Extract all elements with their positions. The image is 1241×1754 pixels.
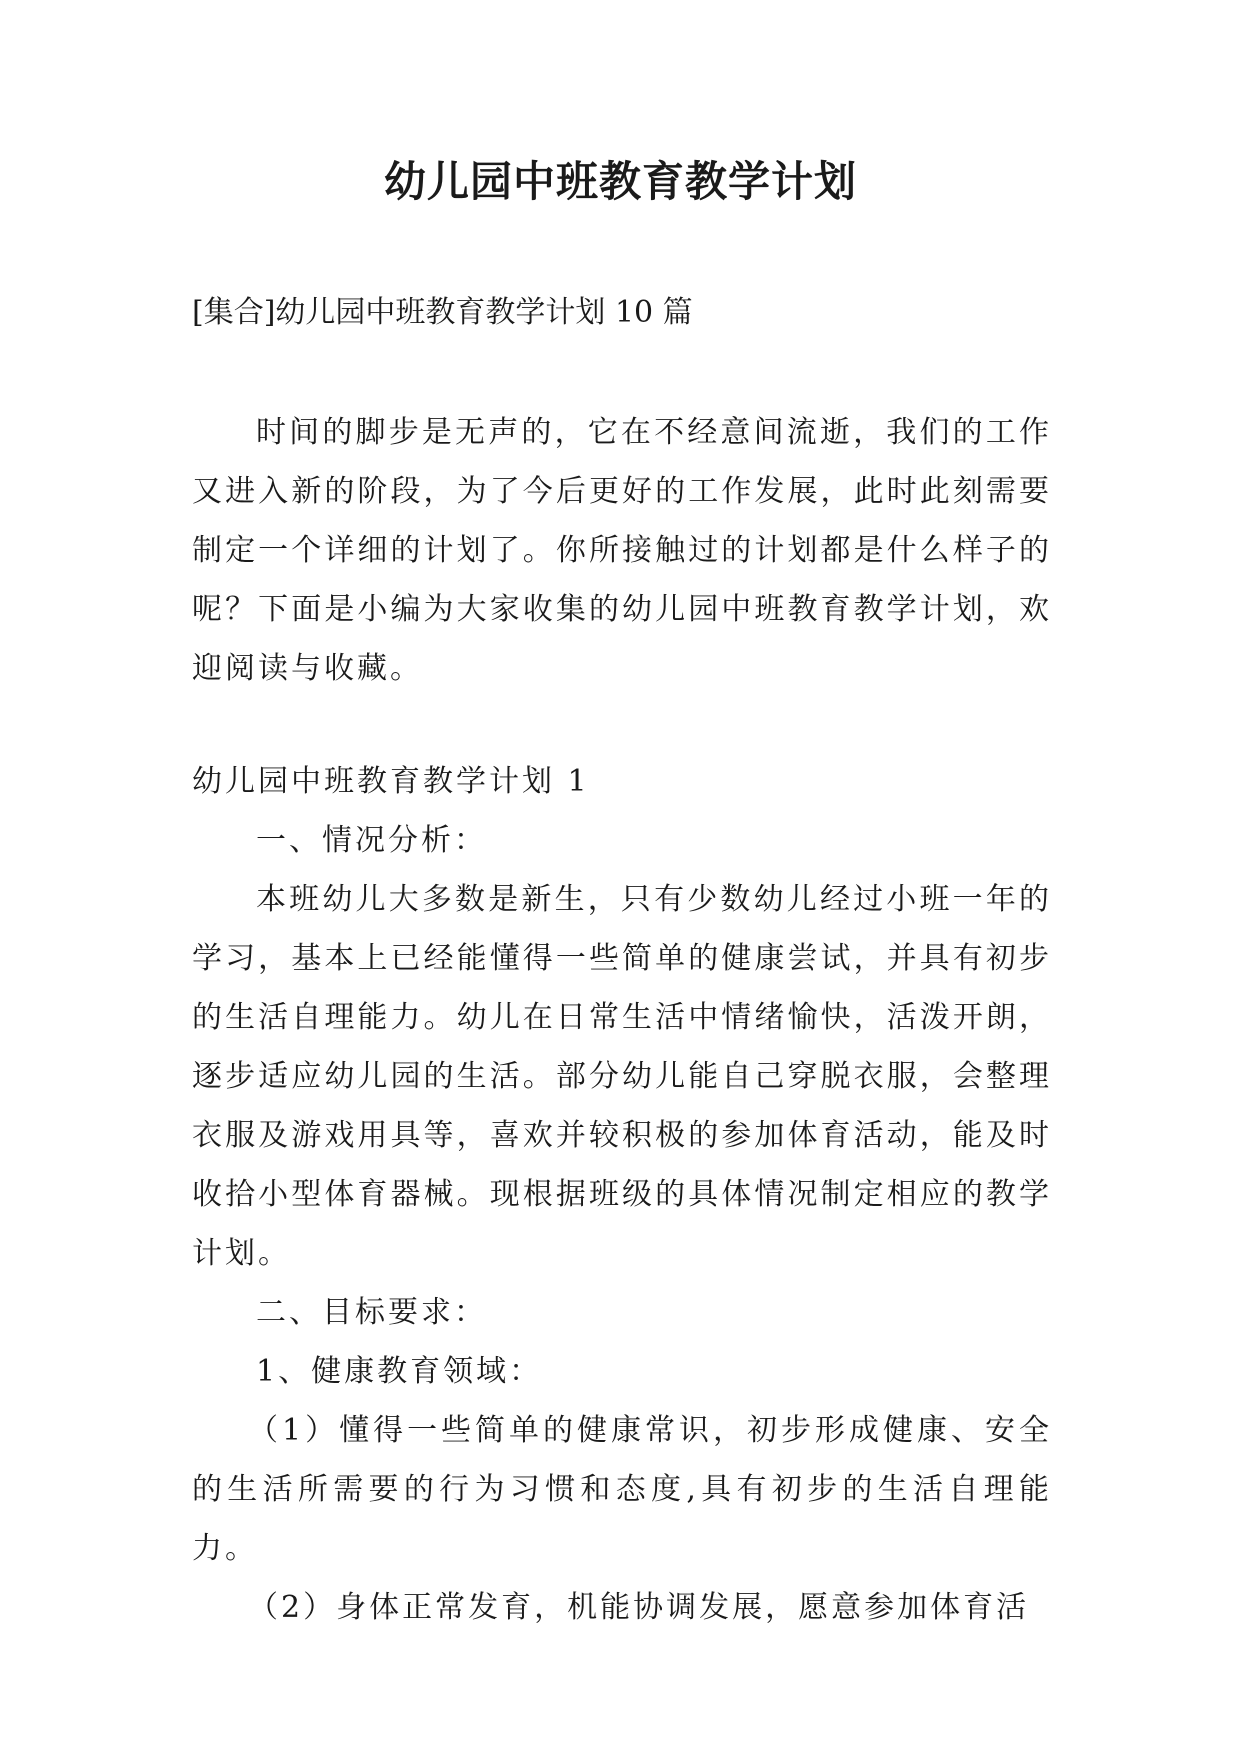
part-heading-analysis: 一、情况分析： <box>256 823 487 858</box>
goal-item-2: （2）身体正常发育，机能协调发展，愿意参加体育活 <box>248 1590 1030 1625</box>
document-subtitle: [集合]幼儿园中班教育教学计划 10 篇 <box>192 295 693 330</box>
intro-paragraph: 时间的脚步是无声的，它在不经意间流逝，我们的工作又进入新的阶段，为了今后更好的工作发展，此时此刻需要制定一个详细的计划了。你所接触过的计划都是什么样子的呢？下面是小编为大家收集的幼儿园中班教育教学计划，欢迎阅读与收藏。 <box>192 415 1052 686</box>
part-heading-goals: 二、目标要求： <box>256 1295 487 1330</box>
analysis-paragraph: 本班幼儿大多数是新生，只有少数幼儿经过小班一年的学习，基本上已经能懂得一些简单的健康尝试，并具有初步的生活自理能力。幼儿在日常生活中情绪愉快，活泼开朗，逐步适应幼儿园的生活。部分幼儿能自己穿脱衣服，会整理衣服及游戏用具等，喜欢并较积极的参加体育活动，能及时收拾小型体育器械。现根据班级的具体情况制定相应的教学计划。 <box>192 882 1052 1271</box>
section-heading: 幼儿园中班教育教学计划 1 <box>192 764 590 799</box>
intro-section <box>192 403 1052 698</box>
goal-item-1: （1）懂得一些简单的健康常识，初步形成健康、安全的生活所需要的行为习惯和态度,具有初步的生活自理能力。 <box>192 1413 1052 1566</box>
area-heading-health: 1、健康教育领域： <box>256 1354 543 1389</box>
plan-section <box>192 752 1052 1637</box>
document-title: 幼儿园中班教育教学计划 <box>383 157 857 206</box>
